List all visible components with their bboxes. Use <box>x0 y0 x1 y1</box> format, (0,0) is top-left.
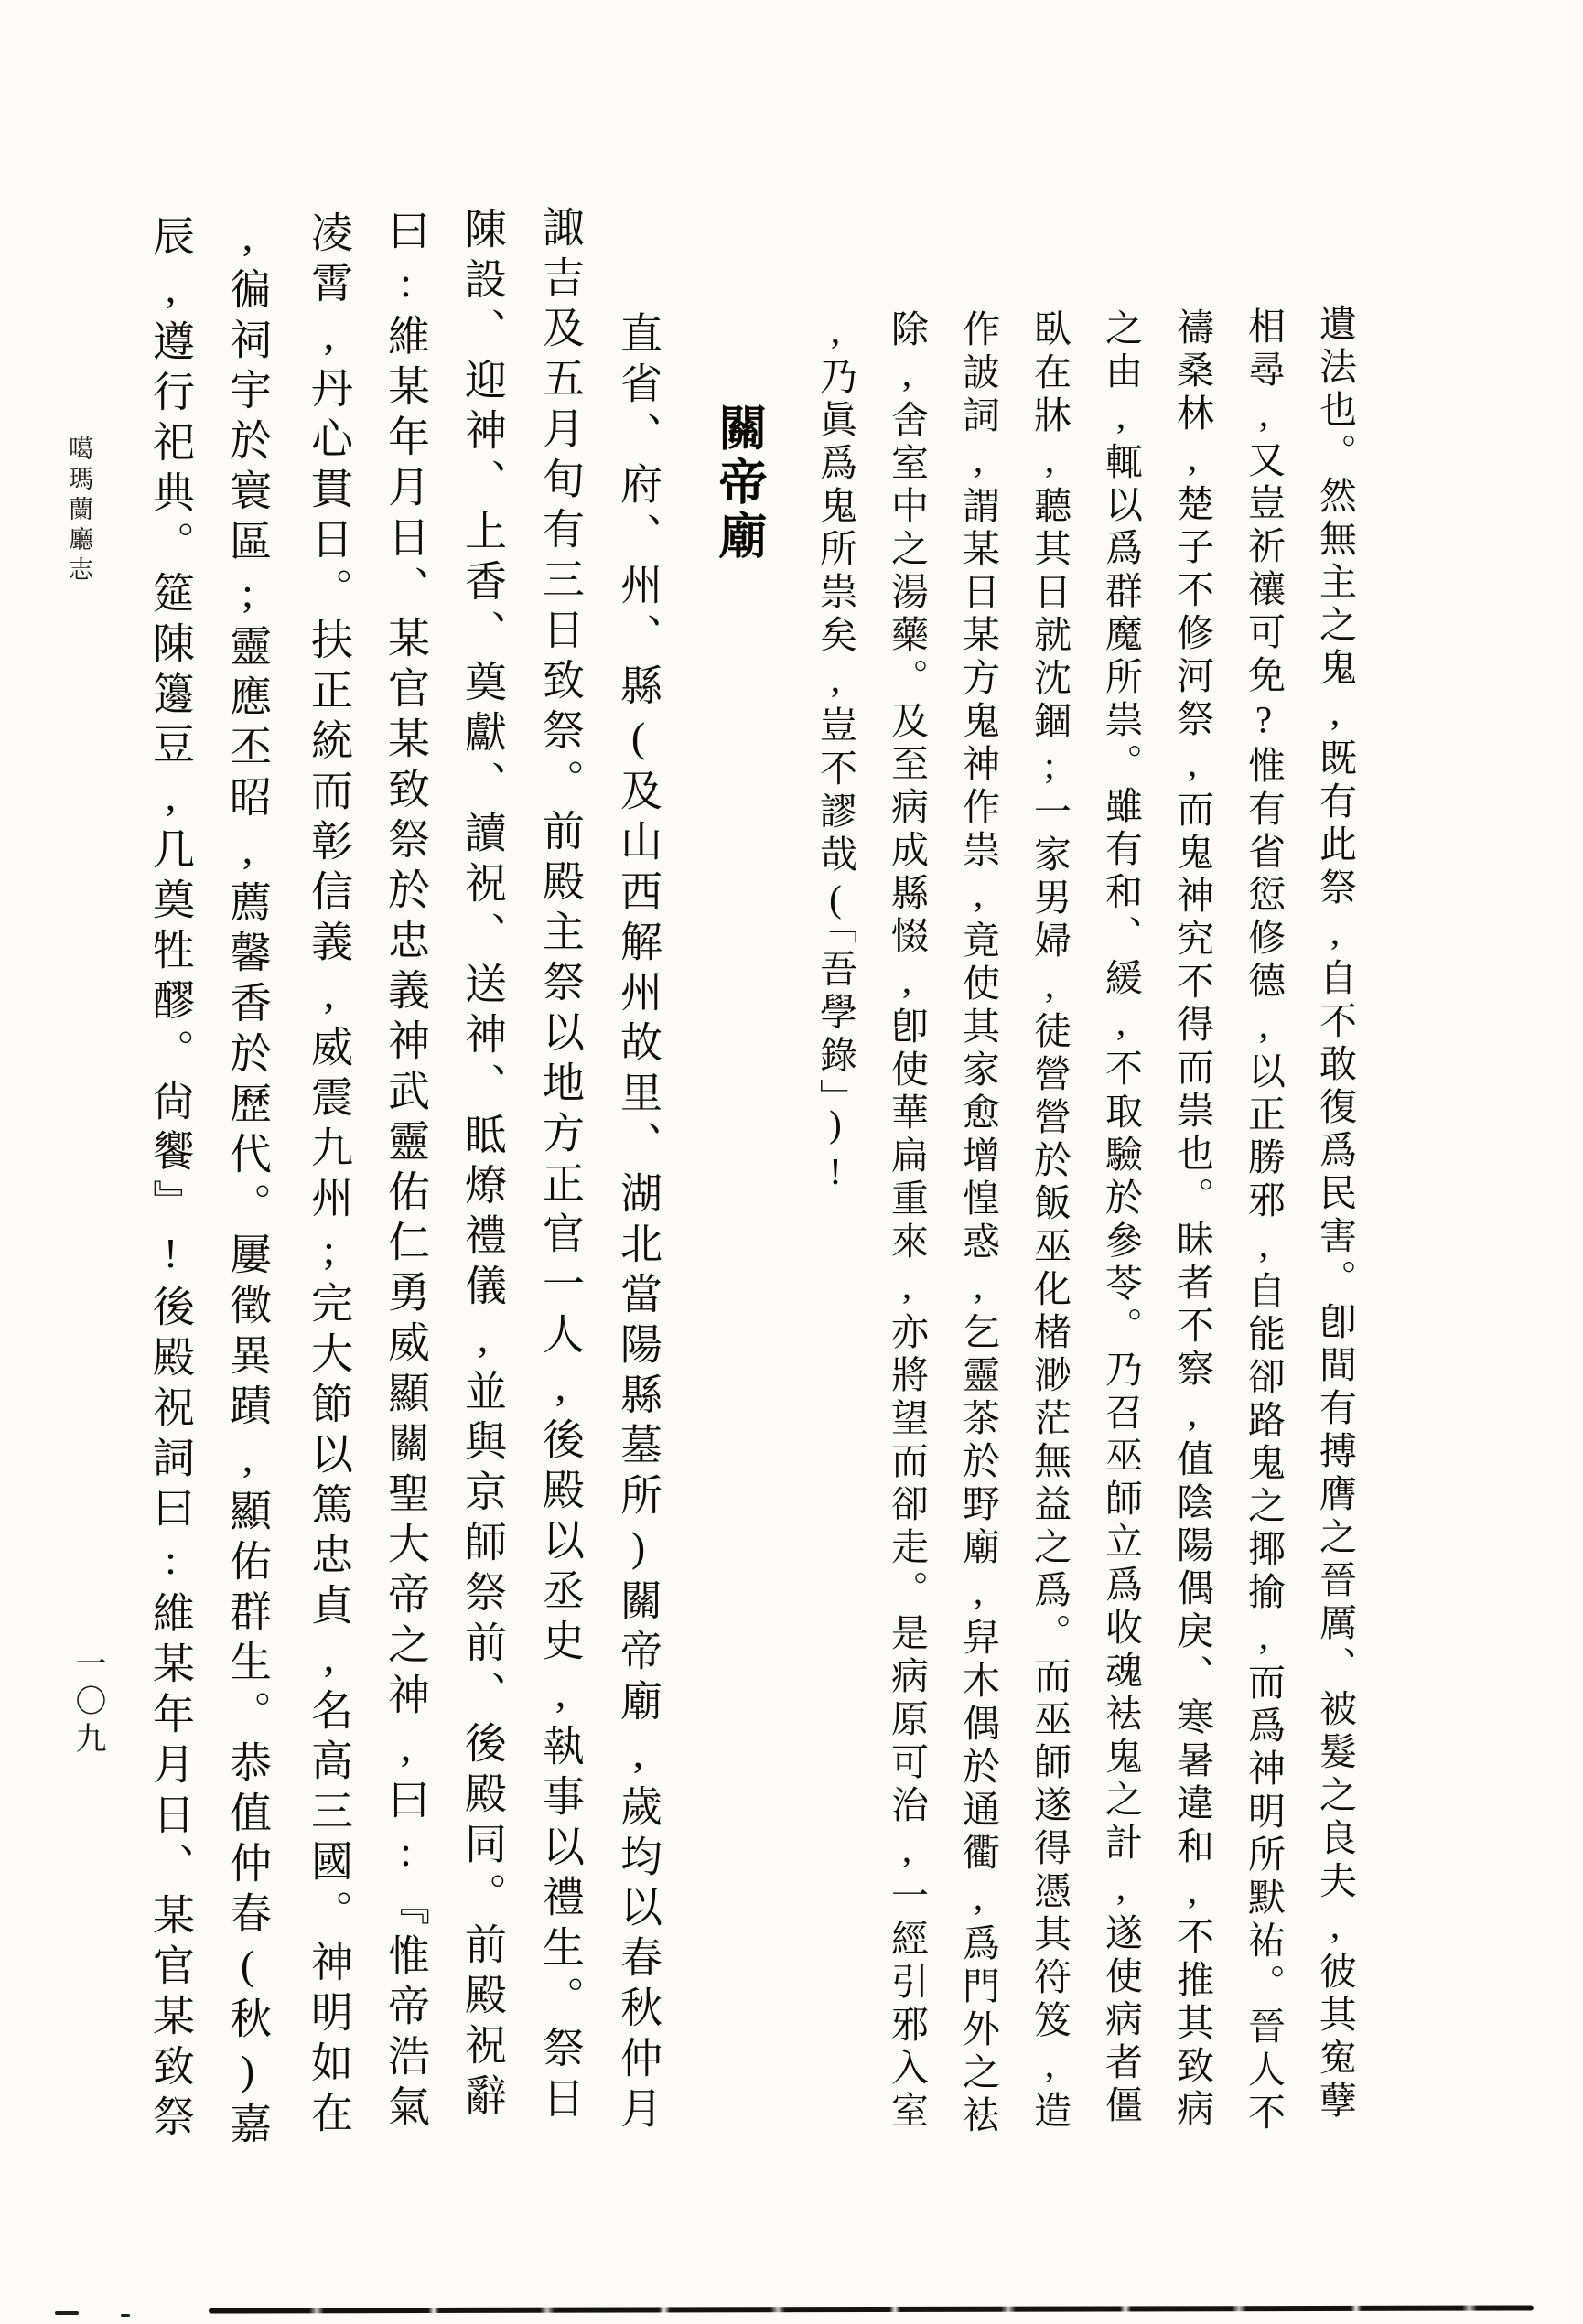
book-title-margin: 噶瑪蘭廳志 <box>65 436 92 586</box>
commentary-column-2: 相尋,又豈祈禳可免?惟有省愆修德,以正勝邪,自能卻路鬼之揶揄,而爲神明所默祐。晉人不 <box>1243 307 1285 2136</box>
commentary-column-5: 臥在牀,聽其日就沈錮;一家男婦,徒營營於飯巫化楮渺茫無益之爲。而巫師遂得憑其符笈,造 <box>1028 309 1071 2134</box>
scan-bottom-edge-artifact <box>209 2305 1534 2313</box>
scan-speck <box>121 2314 130 2317</box>
commentary-column-8: ,乃眞爲鬼所祟矣,豈不謬哉(「吾學錄」)! <box>814 309 856 1198</box>
page-number: 一〇九 <box>70 1647 104 1759</box>
ritual-column-1: 直省、府、州、縣(及山西解州故里、湖北當陽縣墓所)關帝廟,歲均以春秋仲月 <box>615 311 662 2136</box>
ritual-column-2: 諏吉及五月旬有三日致祭。前殿主祭以地方正官一人,後殿以丞史,執事以禮生。祭日 <box>537 205 584 2126</box>
ritual-column-6: ,徧祠宇於寰區;靈應丕昭,薦馨香於歷代。屢徵異蹟,顯佑群生。恭值仲春(秋)嘉 <box>224 212 271 2152</box>
ritual-column-3: 陳設、迎神、上香、奠獻、讀祝、送神、眡燎禮儀,並與京師祭前、後殿同。前殿祝辭 <box>459 207 506 2124</box>
commentary-column-1: 遺法也。然無主之鬼,既有此祭,自不敢復爲民害。卽間有搏膺之晉厲、被髮之良夫,彼其寃孽 <box>1314 304 1356 2124</box>
commentary-column-7: 除,舍室中之湯藥。及至病成縣惙,卽使華扁重來,亦將望而卻走。是病原可治,一經引邪入室 <box>886 309 928 2134</box>
commentary-column-3: 禱桑林,楚子不修河祭,而鬼神究不得而祟也。昧者不察,值陰陽偶戾、寒暑違和,不推其致病 <box>1171 307 1213 2132</box>
ritual-column-4: 曰:維某年月日、某官某致祭於忠義神武靈佑仁勇威顯關聖大帝之神,曰:『惟帝浩氣 <box>382 209 429 2135</box>
ritual-column-5: 凌霄,丹心貫日。扶正統而彰信義,威震九州;完大節以篤忠貞,名高三國。神明如在 <box>306 210 352 2141</box>
commentary-column-4: 之由,輒以爲群魔所祟。雖有和、緩,不取驗於參苓。乃召巫師立爲收魂袪鬼之計,遂使病者僵 <box>1100 308 1142 2128</box>
ritual-column-7: 辰,遵行祀典。筵陳籩豆,几奠牲醪。尙饗』!後殿祝詞曰:維某年月日、某官某致祭 <box>147 214 194 2145</box>
section-heading-guandi-temple: 關帝廟 <box>712 403 765 565</box>
commentary-column-6: 作詖詞,謂某日某方鬼神作祟,竟使其家愈增惶惑,乞靈茶於野廟,舁木偶於通衢,爲門外之袪 <box>957 309 999 2138</box>
scan-speck <box>55 2311 79 2315</box>
